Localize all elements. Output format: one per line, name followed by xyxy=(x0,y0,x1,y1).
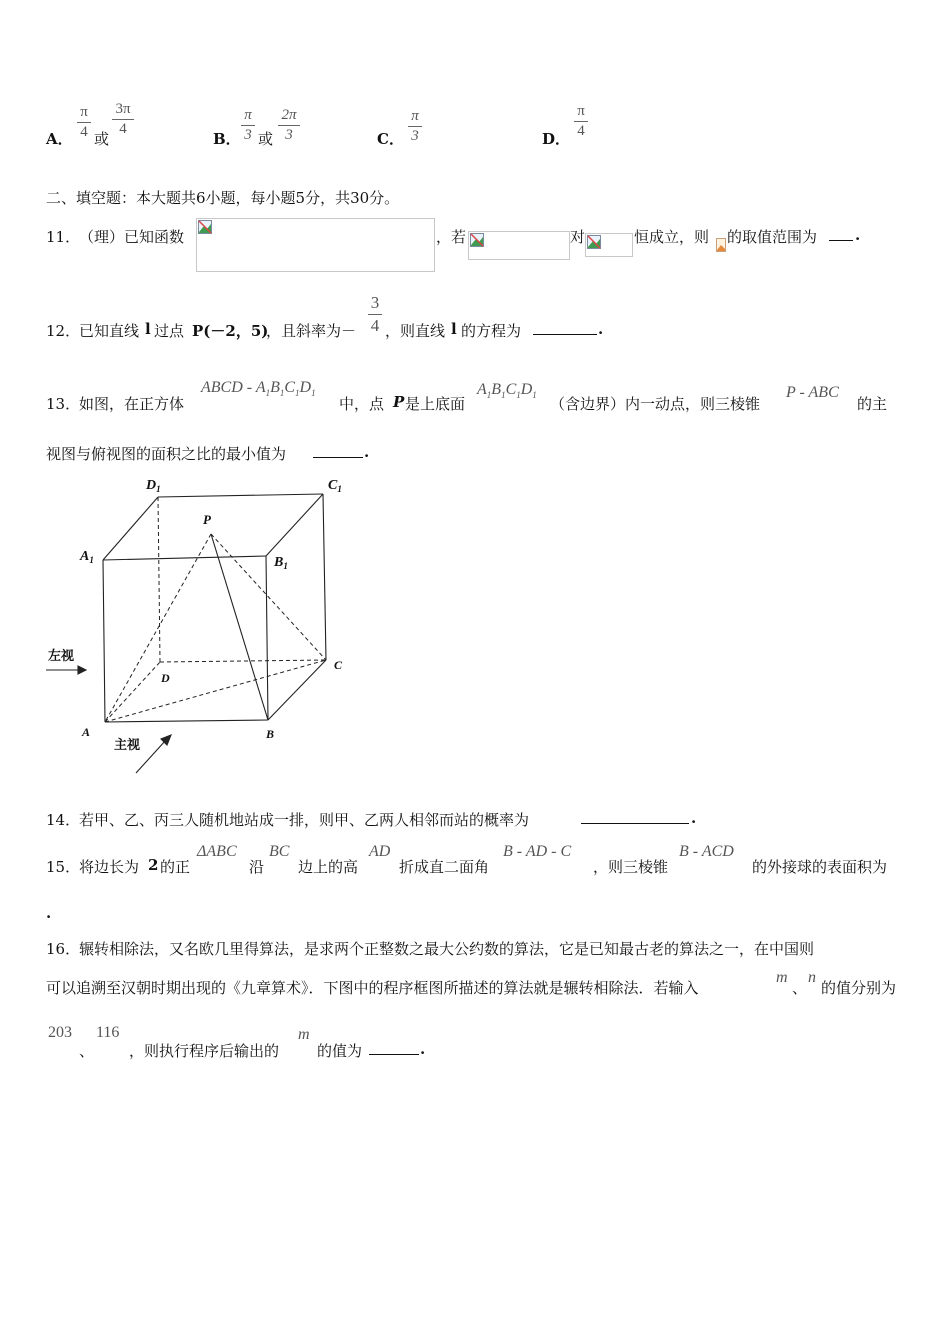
q12-text-4: ，则直线 xyxy=(385,322,446,340)
label-c1: $C_1$ xyxy=(328,478,342,494)
option-b-or: 或 xyxy=(258,130,274,148)
q15-bc: BC xyxy=(269,843,290,860)
q11-text-4: 恒成立，则 xyxy=(634,228,710,246)
edge-d1-c1 xyxy=(158,494,323,497)
q14-text: 若甲、乙、丙三人随机地站成一排，则甲、乙两人相邻而站的概率为 xyxy=(79,811,530,829)
q12-text-3: ，且斜率为－ xyxy=(266,322,357,340)
hidden-edge-d-c xyxy=(160,660,326,662)
label-a1: $A_1$ xyxy=(80,549,94,565)
section-2-heading: 二、填空题：本大题共6小题，每小题5分，共30分。 xyxy=(46,189,400,207)
q15-text-6: ，则三棱锥 xyxy=(593,858,669,876)
q16-end: . xyxy=(420,1040,426,1058)
q13-text-5: 的主 xyxy=(857,395,888,413)
q14-answer-blank xyxy=(581,809,689,828)
q15-text-1: 将边长为 xyxy=(79,858,140,876)
q14-end: . xyxy=(691,809,697,827)
q12-answer-blank xyxy=(533,320,597,339)
q11-number: 11． xyxy=(46,228,81,246)
option-a-fraction-2: 3π 4 xyxy=(112,101,134,138)
broken-formula-image-domain xyxy=(585,233,633,257)
q15-number: 15． xyxy=(46,858,81,876)
option-a-label: A． xyxy=(46,130,73,148)
q11-text-1: （理）已知函数 xyxy=(79,228,185,246)
q13-answer-blank xyxy=(313,443,363,462)
q16-line-1: 辗转相除法，又名欧几里得算法，是求两个正整数之最大公约数的算法，它是已知最古老的算法之一，在中国则 xyxy=(79,940,815,958)
q16-value-116: 116 xyxy=(96,1024,120,1041)
q16-output-m: m xyxy=(298,1026,310,1043)
q16-m: m xyxy=(776,969,788,986)
q16-number: 16． xyxy=(46,940,81,958)
option-d-fraction: π 4 xyxy=(574,103,588,140)
label-d: D xyxy=(161,671,170,685)
broken-image-icon xyxy=(587,235,601,249)
q13-text-1: 如图，在正方体 xyxy=(79,395,185,413)
option-c-label: C． xyxy=(377,130,404,148)
q15-tetrahedron: B - ACD xyxy=(679,843,734,860)
q11-end: . xyxy=(855,226,861,244)
hidden-edge-d1-d xyxy=(158,497,160,662)
label-a: A xyxy=(82,725,91,739)
label-p: P xyxy=(203,512,211,527)
edge-c1-c xyxy=(323,494,326,660)
q16-text-3: ，则执行程序后输出的 xyxy=(129,1042,280,1060)
label-d1: $D_1$ xyxy=(146,478,161,494)
q13-pyramid: P - ABC xyxy=(786,384,839,401)
q16-line-2a: 可以追溯至汉朝时期出现的《九章算术》．下图中的程序框图所描述的算法就是辗转相除法．若输入 xyxy=(46,979,699,997)
q13-cube-name: ABCD - $A_1B_1C_1D_1$ xyxy=(201,379,316,399)
q15-triangle: ΔABC xyxy=(197,843,237,860)
q12-text-1: 已知直线 xyxy=(79,322,140,340)
q13-end: . xyxy=(364,443,370,461)
q13-top-face: $A_1B_1C_1D_1$ xyxy=(477,381,537,401)
edge-b-c xyxy=(268,660,326,720)
q13-line-2: 视图与俯视图的面积之比的最小值为 xyxy=(46,445,287,463)
q15-text-4: 边上的高 xyxy=(298,858,359,876)
q16-answer-blank xyxy=(369,1040,419,1059)
q16-sep: 、 xyxy=(792,979,808,997)
q15-text-7: 的外接球的表面积为 xyxy=(752,858,888,876)
option-d-label: D． xyxy=(542,130,571,148)
edge-a-b xyxy=(105,720,268,722)
hidden-edge-p-a xyxy=(105,534,211,722)
broken-image-icon xyxy=(716,238,726,252)
q15-text-2: 的正 xyxy=(160,858,191,876)
option-a-or: 或 xyxy=(94,130,110,148)
edge-a1-b1 xyxy=(103,556,266,560)
q15-text-5: 折成直二面角 xyxy=(399,858,490,876)
edge-b1-b xyxy=(266,556,268,720)
broken-image-icon xyxy=(470,233,484,247)
q13-text-3: 是上底面 xyxy=(405,395,466,413)
edge-a1-d1 xyxy=(103,497,158,560)
q11-text-3: 对 xyxy=(570,228,586,246)
hidden-edge-a-c xyxy=(105,660,326,722)
label-left-view: 左视 xyxy=(48,648,75,663)
left-view-arrowhead xyxy=(78,666,86,674)
cube-figure xyxy=(40,470,370,780)
q16-sep-2: 、 xyxy=(79,1042,95,1060)
q13-text-2: 中，点 xyxy=(339,395,385,413)
hidden-edge-a-d xyxy=(105,662,160,722)
label-c: C xyxy=(334,658,343,672)
edge-b1-c1 xyxy=(266,494,323,556)
option-b-fraction-1: π 3 xyxy=(241,107,255,144)
q13-text-4: （含边界）内一动点，则三棱锥 xyxy=(550,395,761,413)
q12-number: 12． xyxy=(46,322,81,340)
option-c-fraction: π 3 xyxy=(408,108,422,145)
label-main-view: 主视 xyxy=(114,737,141,752)
q11-text-2: ，若 xyxy=(436,228,467,246)
option-a-fraction-1: π 4 xyxy=(77,104,91,141)
q12-line-l-2: l xyxy=(451,320,457,338)
option-b-fraction-2: 2π 3 xyxy=(278,107,300,144)
broken-image-icon xyxy=(198,220,212,234)
label-b: B xyxy=(266,727,275,741)
broken-formula-image-param xyxy=(716,236,726,254)
q12-line-l: l xyxy=(145,320,151,338)
q13-point-p: P xyxy=(393,393,405,411)
q15-end: . xyxy=(46,904,52,922)
q15-ad: AD xyxy=(369,843,391,860)
q12-text-2: 过点 xyxy=(154,322,185,340)
edge-a1-a xyxy=(103,560,105,722)
q11-text-5: 的取值范围为 xyxy=(727,228,818,246)
q15-side-length: 2 xyxy=(148,856,159,874)
q16-line-2b: 的值分别为 xyxy=(821,979,897,997)
q16-n: n xyxy=(808,969,816,986)
option-b-label: B． xyxy=(213,130,241,148)
q13-number: 13． xyxy=(46,395,81,413)
q12-text-5: 的方程为 xyxy=(461,322,522,340)
main-view-arrow xyxy=(136,740,166,773)
q15-dihedral: B - AD - C xyxy=(503,843,572,860)
q16-value-203: 203 xyxy=(48,1024,72,1041)
label-b1: $B_1$ xyxy=(274,555,288,571)
q12-point: P(－2，5) xyxy=(192,322,269,340)
q12-end: . xyxy=(598,320,604,338)
q14-number: 14． xyxy=(46,811,81,829)
q16-text-4: 的值为 xyxy=(317,1042,363,1060)
edge-p-b xyxy=(211,534,268,720)
broken-formula-image-function xyxy=(196,218,435,272)
broken-formula-image-inequality xyxy=(468,231,570,260)
q11-answer-blank xyxy=(829,226,853,245)
q12-slope-fraction: 3 4 xyxy=(368,293,382,336)
q15-text-3: 沿 xyxy=(249,858,265,876)
